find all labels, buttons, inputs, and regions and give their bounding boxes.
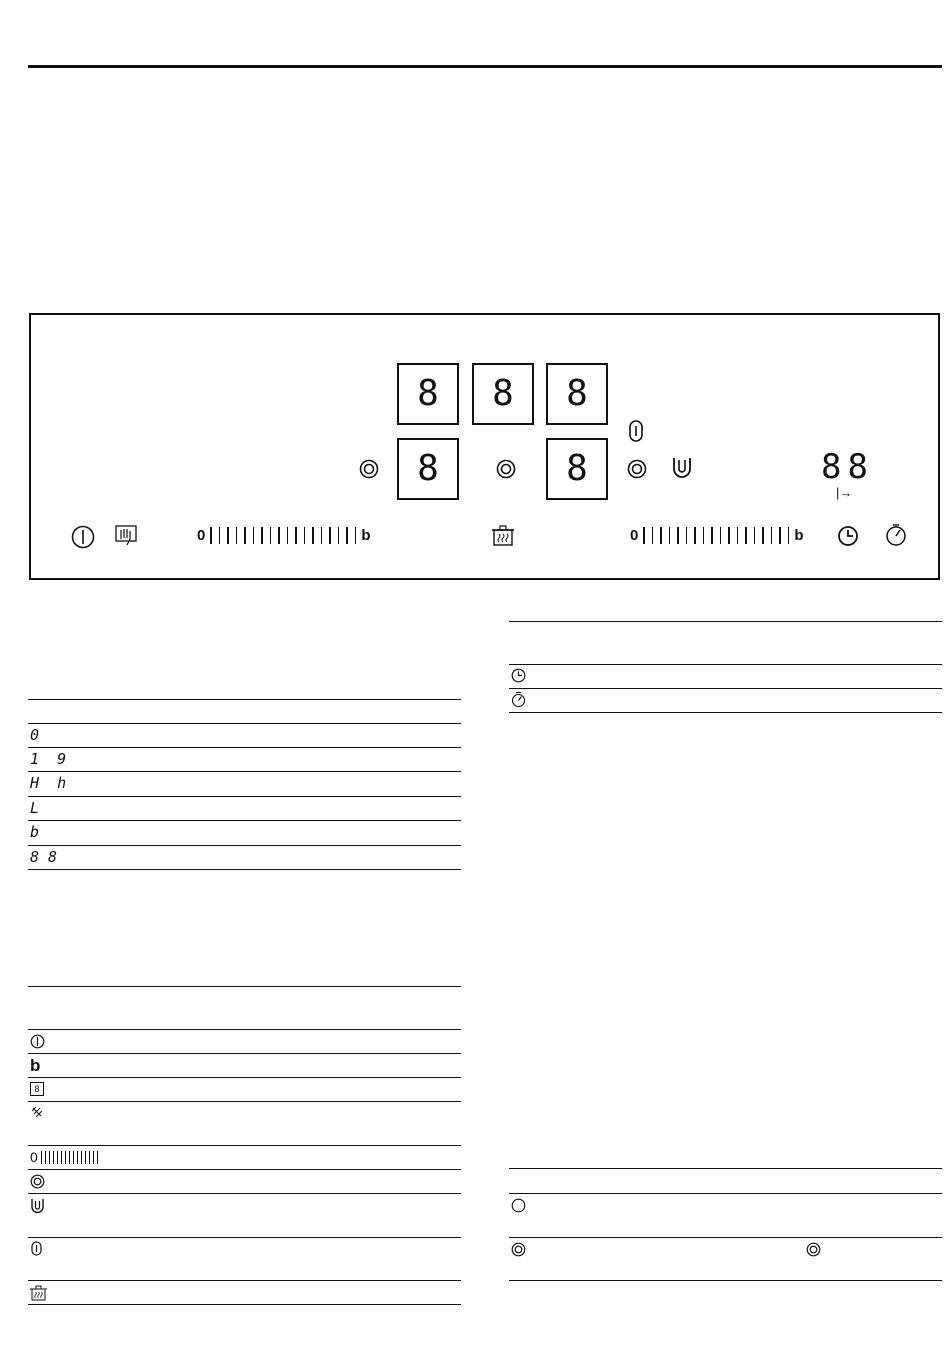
table-rule [509, 1193, 942, 1194]
power-slider-left[interactable] [197, 527, 371, 544]
table-rule [28, 1145, 461, 1146]
table-rule [509, 621, 942, 622]
double-circle-icon [511, 1242, 526, 1257]
stopwatch-icon[interactable] [885, 523, 907, 547]
control-panel [29, 313, 940, 580]
table-rule [28, 1193, 461, 1194]
table-rule [509, 688, 942, 689]
table-rule [509, 1168, 942, 1169]
slider-end-label: b [361, 527, 371, 544]
display-symbol: 0 [30, 726, 40, 744]
top-rule [28, 65, 942, 68]
table-rule [28, 845, 461, 846]
wipe-protection-icon [30, 1105, 44, 1119]
flex-zone-icon [31, 1241, 42, 1256]
table-rule [28, 1169, 461, 1170]
zone-select-icon[interactable] [359, 459, 379, 479]
table-rule [28, 1280, 461, 1281]
table-rule [509, 1280, 942, 1281]
stopwatch-icon [511, 691, 526, 708]
keep-warm-icon[interactable] [491, 523, 515, 547]
slider-start-label: 0 [197, 527, 206, 544]
table-rule [28, 699, 461, 700]
table-rule [28, 820, 461, 821]
powermove-icon [30, 1198, 45, 1214]
power-slider-icon [30, 1149, 98, 1165]
boost-icon: b [30, 1056, 41, 1075]
table-rule [28, 1304, 461, 1305]
keep-warm-icon [30, 1284, 47, 1301]
timer-display: 88 [821, 447, 874, 487]
power-icon [30, 1034, 45, 1049]
slider-ticks [643, 527, 789, 544]
circle-outline-icon [511, 1198, 526, 1213]
zone-select-icon[interactable] [627, 459, 647, 479]
table-rule [28, 771, 461, 772]
flex-zone-icon[interactable] [628, 420, 644, 442]
table-rule [28, 723, 461, 724]
table-rule [509, 1237, 942, 1238]
display-symbol: 8 8 [30, 848, 58, 866]
slider-ticks [210, 527, 356, 544]
wipe-protection-icon[interactable] [115, 525, 137, 547]
digit-display-1: 8 [397, 363, 459, 425]
slider-end-label: b [794, 527, 804, 544]
clock-icon [511, 668, 526, 683]
table-rule [28, 869, 461, 870]
digit-display-2: 8 [472, 363, 534, 425]
digit-display-3: 8 [546, 363, 608, 425]
table-rule [28, 1029, 461, 1030]
zone-select-icon[interactable] [496, 459, 516, 479]
double-circle-icon [806, 1242, 821, 1257]
slider-start-label: 0 [630, 527, 639, 544]
zone-select-icon [30, 1174, 45, 1189]
clock-icon[interactable] [837, 525, 859, 547]
table-rule [28, 1101, 461, 1102]
display-symbol: 1 9 [30, 750, 67, 768]
timer-arrow: |→ [836, 485, 853, 500]
power-icon[interactable] [71, 525, 95, 549]
table-rule [509, 712, 942, 713]
table-rule [28, 1053, 461, 1054]
table-rule [28, 986, 461, 987]
display-symbol: L [30, 799, 40, 817]
table-rule [28, 747, 461, 748]
display-symbol: H h [30, 774, 67, 792]
table-rule [509, 664, 942, 665]
display-symbol: b [30, 823, 40, 841]
table-rule [28, 1237, 461, 1238]
table-rule [28, 1077, 461, 1078]
power-slider-right[interactable] [630, 527, 804, 544]
display-8-icon: 8 [30, 1082, 44, 1096]
digit-display-4: 8 [397, 438, 459, 500]
table-rule [28, 796, 461, 797]
slider-start-label: 0 [30, 1149, 38, 1165]
digit-display-5: 8 [546, 438, 608, 500]
powermove-icon[interactable] [671, 456, 693, 480]
